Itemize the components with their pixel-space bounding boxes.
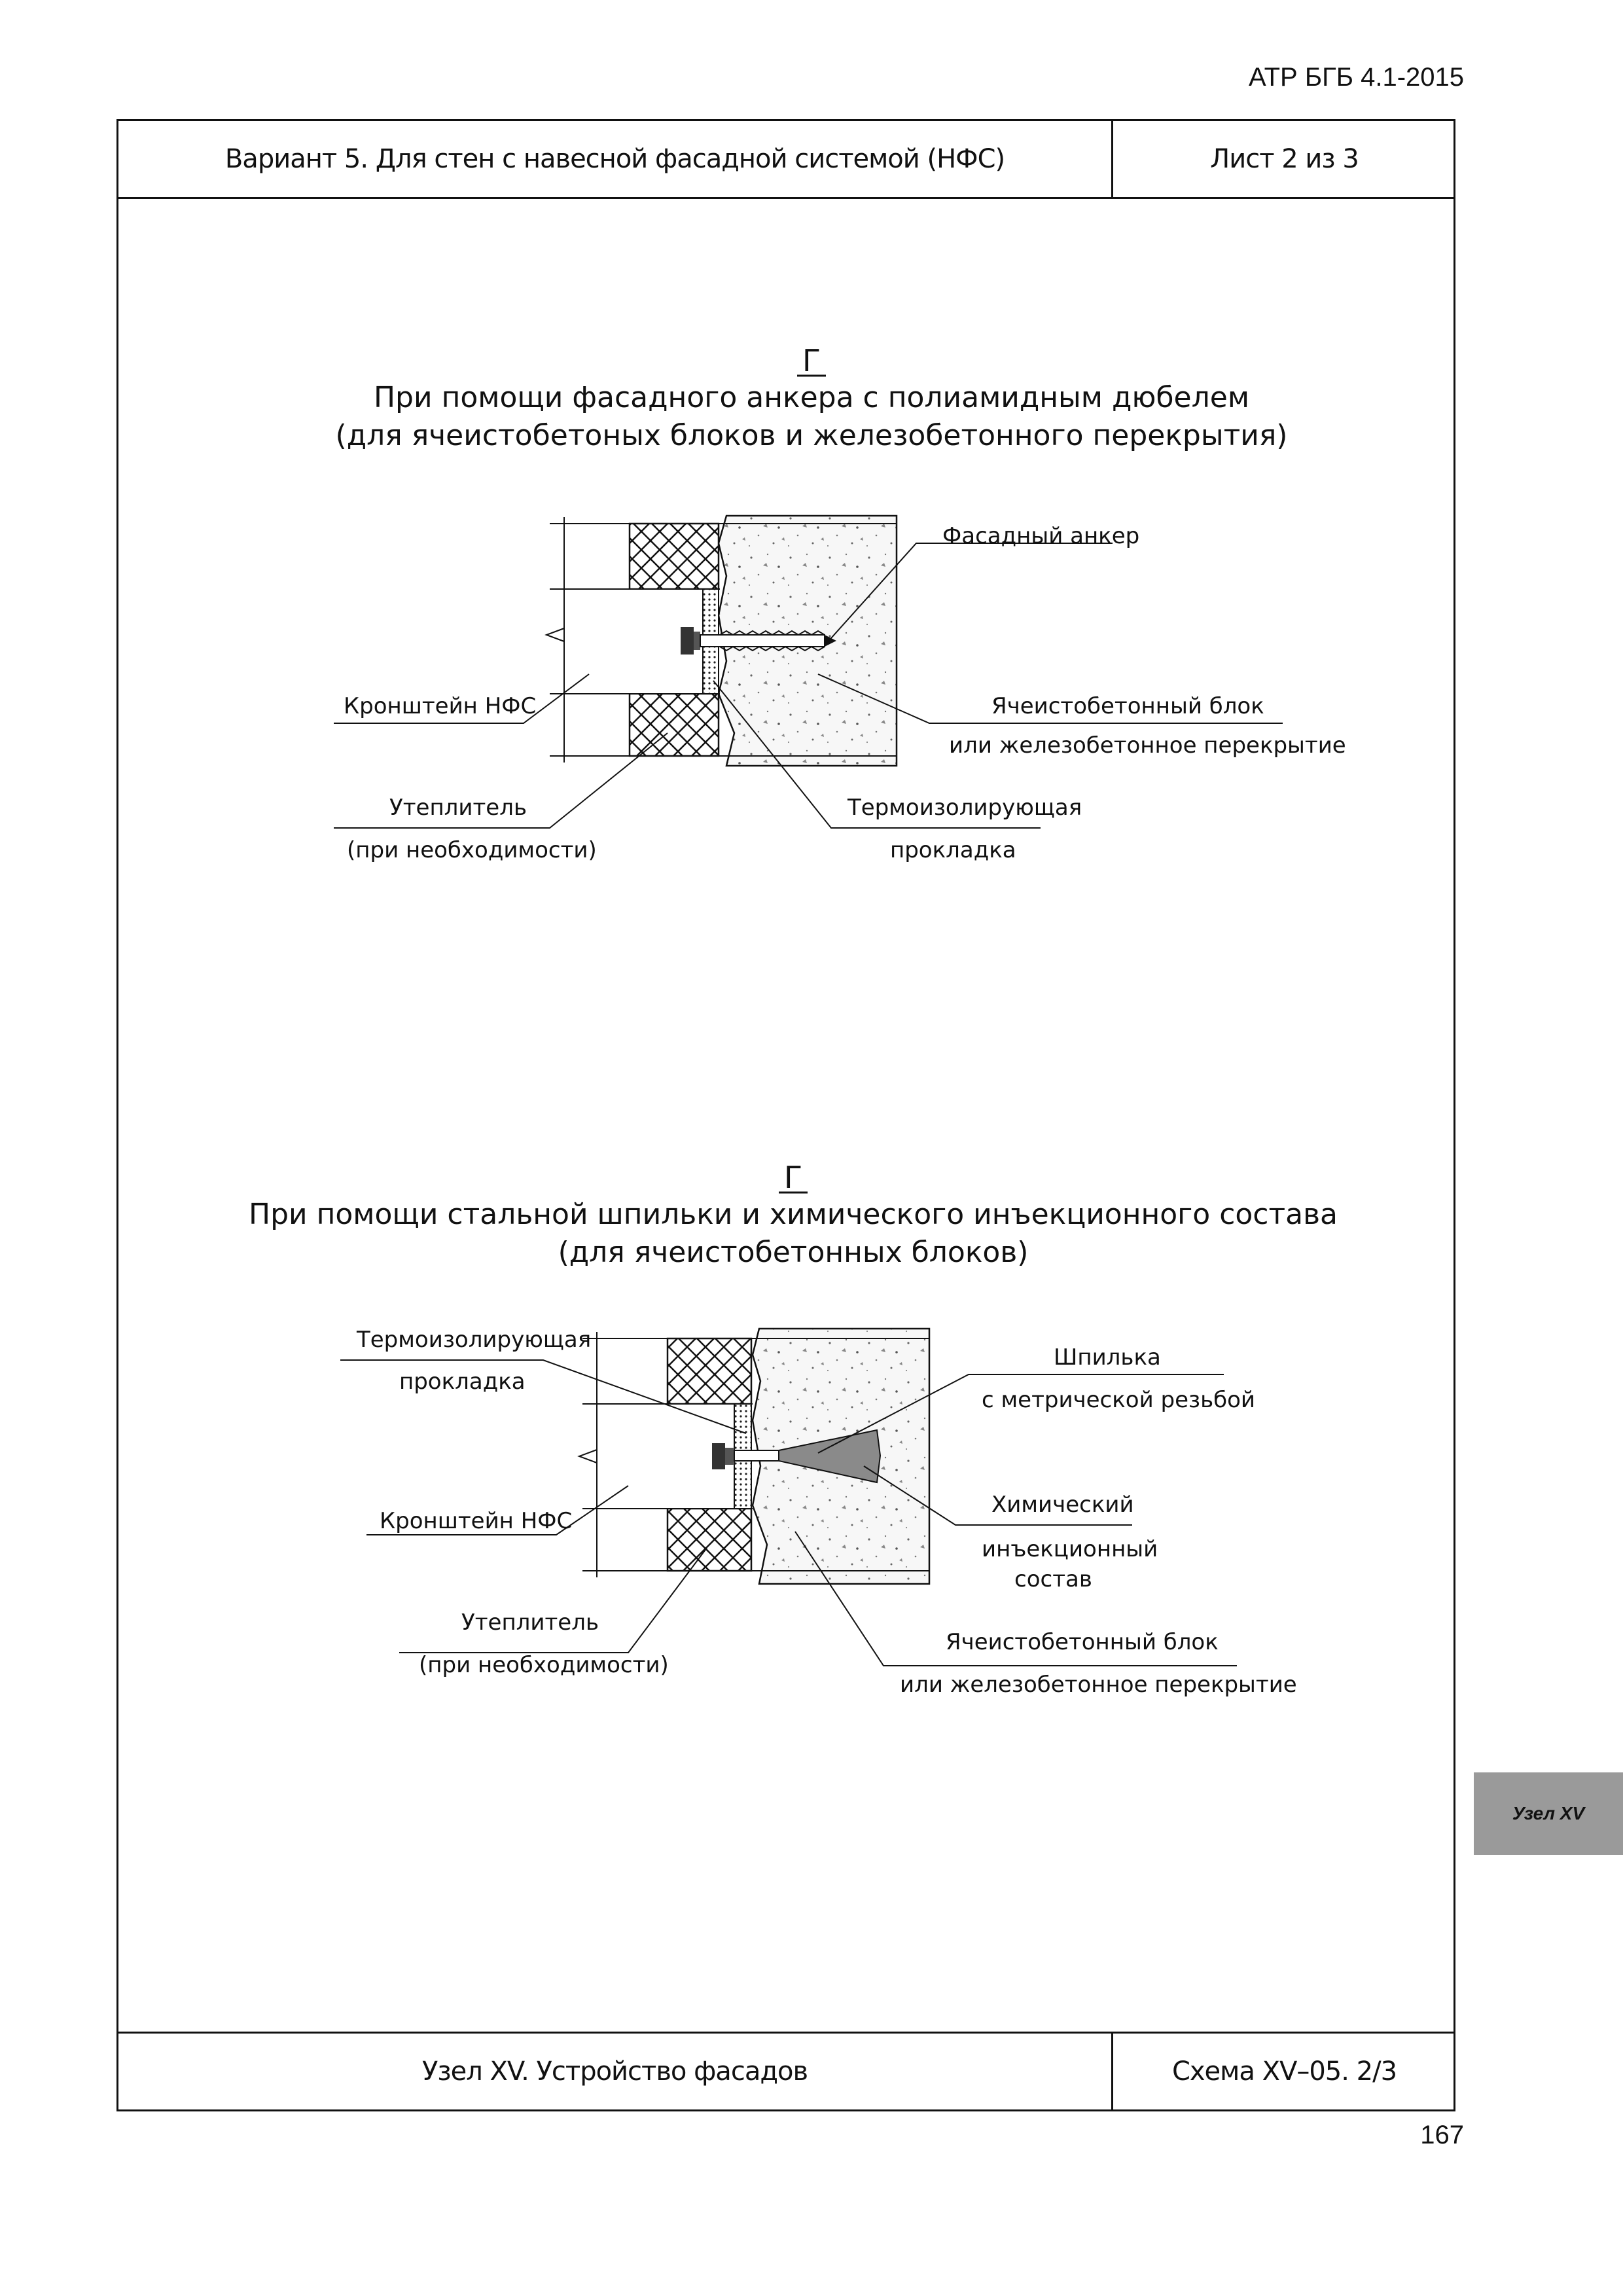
label-anchor: Фасадный анкер	[942, 523, 1140, 549]
label-stud-b: с метрической резьбой	[982, 1387, 1255, 1413]
page-number: 167	[1420, 2121, 1464, 2149]
node-side-tab-label: Узел XV	[1512, 1803, 1585, 1823]
detail-2-insulation-bottom	[668, 1509, 751, 1571]
label-insulation-1: Утеплитель	[389, 795, 527, 821]
detail-1-title-line2: (для ячеистобетоных блоков и железобетонного перекрытия)	[335, 419, 1288, 452]
detail-1-insulation-top	[630, 524, 719, 589]
label-gasket-2: Термоизолирующая	[357, 1327, 592, 1353]
detail-1-title-line1: При помощи фасадного анкера с полиамидным дюбелем	[373, 381, 1250, 414]
node-title: Узел XV. Устройство фасадов	[118, 2034, 1113, 2109]
detail-2-mark: Г	[783, 1160, 803, 1195]
label-bracket-1: Кронштейн НФС	[344, 693, 537, 719]
node-side-tab	[1474, 1772, 1623, 1855]
label-insulation-2b: (при необходимости)	[419, 1652, 669, 1678]
detail-2-title-line1: При помощи стальной шпильки и химического инъекционного состава	[249, 1198, 1338, 1231]
scheme-code: Схема XV–05. 2/3	[1171, 2056, 1397, 2087]
label-chemical-c: состав	[1014, 1566, 1092, 1592]
label-bracket-2: Кронштейн НФС	[380, 1508, 573, 1534]
sheet-number: Лист 2 из 3	[1210, 144, 1359, 174]
label-gasket-1b: прокладка	[890, 837, 1016, 863]
detail-1-insulation-bottom	[630, 694, 719, 756]
label-block-1b: или железобетонное перекрытие	[949, 732, 1346, 759]
detail-1-mark: Г	[802, 343, 821, 378]
detail-2	[249, 1160, 1338, 1698]
label-block-1: Ячеистобетонный блок	[991, 693, 1264, 719]
detail-1	[334, 343, 1346, 863]
sheet-title: Вариант 5. Для стен с навесной фасадной системой (НФС)	[118, 121, 1113, 197]
detail-2-title-line2: (для ячеистобетонных блоков)	[558, 1236, 1029, 1269]
detail-2-insulation-top	[668, 1338, 751, 1404]
label-insulation-2: Утеплитель	[461, 1609, 599, 1636]
label-chemical: Химический	[991, 1492, 1134, 1518]
label-insulation-1b: (при необходимости)	[347, 837, 597, 863]
label-gasket-2b: прокладка	[399, 1369, 526, 1395]
label-chemical-b: инъекционный	[982, 1536, 1158, 1562]
label-gasket-1: Термоизолирующая	[847, 795, 1082, 821]
label-block-2: Ячеистобетонный блок	[946, 1629, 1219, 1655]
document-code: АТР БГБ 4.1-2015	[1249, 63, 1464, 92]
label-stud: Шпилька	[1054, 1344, 1161, 1371]
label-block-2b: или железобетонное перекрытие	[900, 1672, 1297, 1698]
